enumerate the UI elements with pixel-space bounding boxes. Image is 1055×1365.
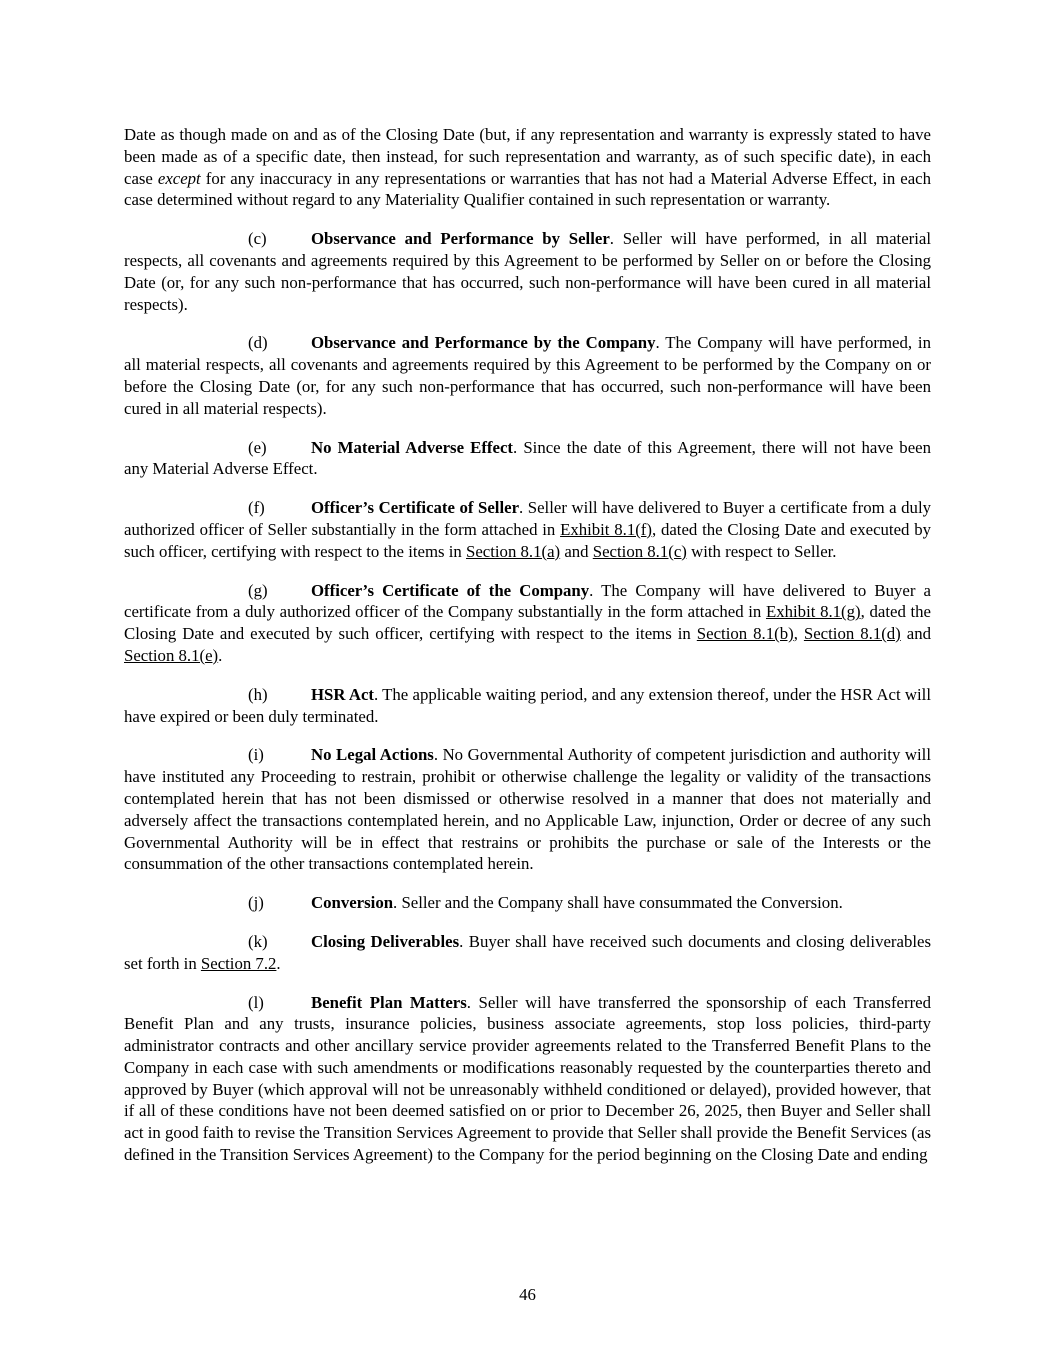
clause-text: . Seller and the Company shall have consummated the Conversion.	[393, 893, 843, 913]
clause-heading: Observance and Performance by the Company	[311, 333, 656, 353]
clause-heading: Observance and Performance by Seller	[311, 229, 610, 249]
clause-text: . Seller will have performed, in all material respects, all covenants and agreements required by this Agreement to be performed by Seller on or before the Closing Date (or, for any such non-performance that has occurred, such non-performance will have been cured in all material respects).	[124, 229, 932, 314]
clause-label: (l)	[248, 992, 264, 1012]
clause-text: . Buyer shall have received such documents and closing deliverables set forth in	[124, 931, 932, 973]
clause-label: (f)	[248, 498, 265, 518]
exhibit-reference: Exhibit 8.1(g)	[765, 602, 861, 622]
paragraph-d	[124, 332, 931, 419]
clause-label: (i)	[248, 745, 264, 765]
clause-text: . The Company will have delivered to Buyer a certificate from a duly authorized officer of the Company substantially in the form attached in	[124, 580, 931, 622]
clause-label: (e)	[248, 437, 267, 457]
section-reference: Section 8.1(e)	[124, 645, 219, 665]
clause-heading: No Material Adverse Effect	[311, 437, 514, 457]
paragraph-g	[124, 580, 931, 667]
clause-text: .	[218, 645, 223, 665]
clause-text: . The Company will have performed, in all material respects, all covenants and agreements required by this Agreement to be performed by the Company on or before the Closing Date (or, for any such non-performance that has occurred, such non-performance will have been cured in all material respects).	[124, 333, 931, 418]
paragraph-f	[124, 497, 931, 562]
clause-text: . The applicable waiting period, and any extension thereof, under the HSR Act will have expired or been duly terminated.	[124, 684, 931, 726]
clause-text: .	[276, 953, 281, 973]
section-reference: Section 8.1(a)	[466, 541, 561, 561]
section-reference: Section 8.1(d)	[803, 624, 901, 644]
clause-text: ,	[793, 624, 804, 644]
clause-heading: No Legal Actions	[311, 745, 434, 765]
clause-text: , dated the Closing Date and executed by such officer, certifying with respect to the items in	[124, 519, 931, 561]
section-reference: Section 7.2	[200, 953, 277, 973]
exhibit-reference: Exhibit 8.1(f)	[560, 519, 652, 539]
paragraph-e	[124, 437, 931, 481]
clause-heading: Benefit Plan Matters	[311, 992, 467, 1012]
clause-label: (c)	[248, 229, 267, 249]
clause-label: (g)	[248, 580, 268, 600]
intro-emphasis: except	[157, 168, 201, 188]
clause-text: . Since the date of this Agreement, there will not have been any Material Adverse Effect.	[124, 437, 931, 479]
section-reference: Section 8.1(c)	[592, 541, 687, 561]
paragraph-k	[124, 931, 931, 975]
clause-text: and	[900, 624, 932, 644]
clause-heading: Officer’s Certificate of Seller	[311, 498, 520, 518]
clause-label: (d)	[248, 333, 268, 353]
document-body	[124, 124, 931, 1183]
clause-label: (h)	[248, 684, 268, 704]
paragraph-h	[124, 684, 931, 728]
section-reference: Section 8.1(b)	[696, 624, 794, 644]
paragraph-c	[124, 228, 931, 315]
clause-text: . Seller will have transferred the sponsorship of each Transferred Benefit Plan and any trusts, insurance policies, business associate agreements, stop loss policies, third-party administrator contracts and other ancillary service provider agreements related to the Transferred Benefit Plans to the Company in each case with such amendments or modifications reasonably requested by the counterparties thereto and approved by Buyer (which approval will not be unreasonably withheld conditioned or delayed), provided however, that if all of these conditions have not been deemed satisfied on or prior to December 26, 2025, then Buyer and Seller shall act in good faith to revise the Transition Services Agreement to provide that Seller shall provide the Benefit Services (as defined in the Transition Services Agreement) to the Company for the period beginning on the Closing Date and ending	[124, 992, 932, 1165]
clause-heading: HSR Act	[311, 684, 374, 704]
clause-label: (k)	[248, 931, 268, 951]
paragraph-i	[124, 744, 931, 875]
paragraph-j	[124, 892, 931, 914]
clause-heading: Officer’s Certificate of the Company	[311, 580, 590, 600]
clause-text: . No Governmental Authority of competent jurisdiction and authority will have instituted any Proceeding to restrain, prohibit or otherwise challenge the legality or validity of the transactions contemplated herein that has not been dismissed or otherwise resolved in a manner that does not materially and adversely affect the transactions contemplated herein, and no Applicable Law, injunction, Order or decree of any such Governmental Authority will be in effect that restrains or prohibits the purchase or sale of the Interests or the consummation of the other transactions contemplated herein.	[124, 745, 931, 874]
page-number: 46	[519, 1285, 536, 1304]
clause-label: (j)	[248, 893, 264, 913]
intro-text: Date as though made on and as of the Closing Date (but, if any representation and warranty is expressly stated to have been made as of a specific date, then instead, for such representation and warranty, as of such specific date), in each case	[124, 125, 931, 188]
clause-text: with respect to Seller.	[686, 541, 837, 561]
clause-text: , dated the Closing Date and executed by such officer, certifying with respect to the items in	[124, 602, 932, 644]
clause-text: . Seller will have delivered to Buyer a certificate from a duly authorized officer of Seller substantially in the form attached in	[124, 498, 931, 539]
paragraph-l	[124, 992, 931, 1166]
paragraph-intro	[124, 124, 931, 211]
clause-text: and	[560, 541, 593, 561]
clause-heading: Closing Deliverables	[311, 931, 460, 951]
intro-text-cont: for any inaccuracy in any representations or warranties that has not had a Material Adverse Effect, in each case determined without regard to any Materiality Qualifier contained in such representation or warranty.	[124, 168, 931, 210]
clause-heading: Conversion	[311, 893, 394, 913]
